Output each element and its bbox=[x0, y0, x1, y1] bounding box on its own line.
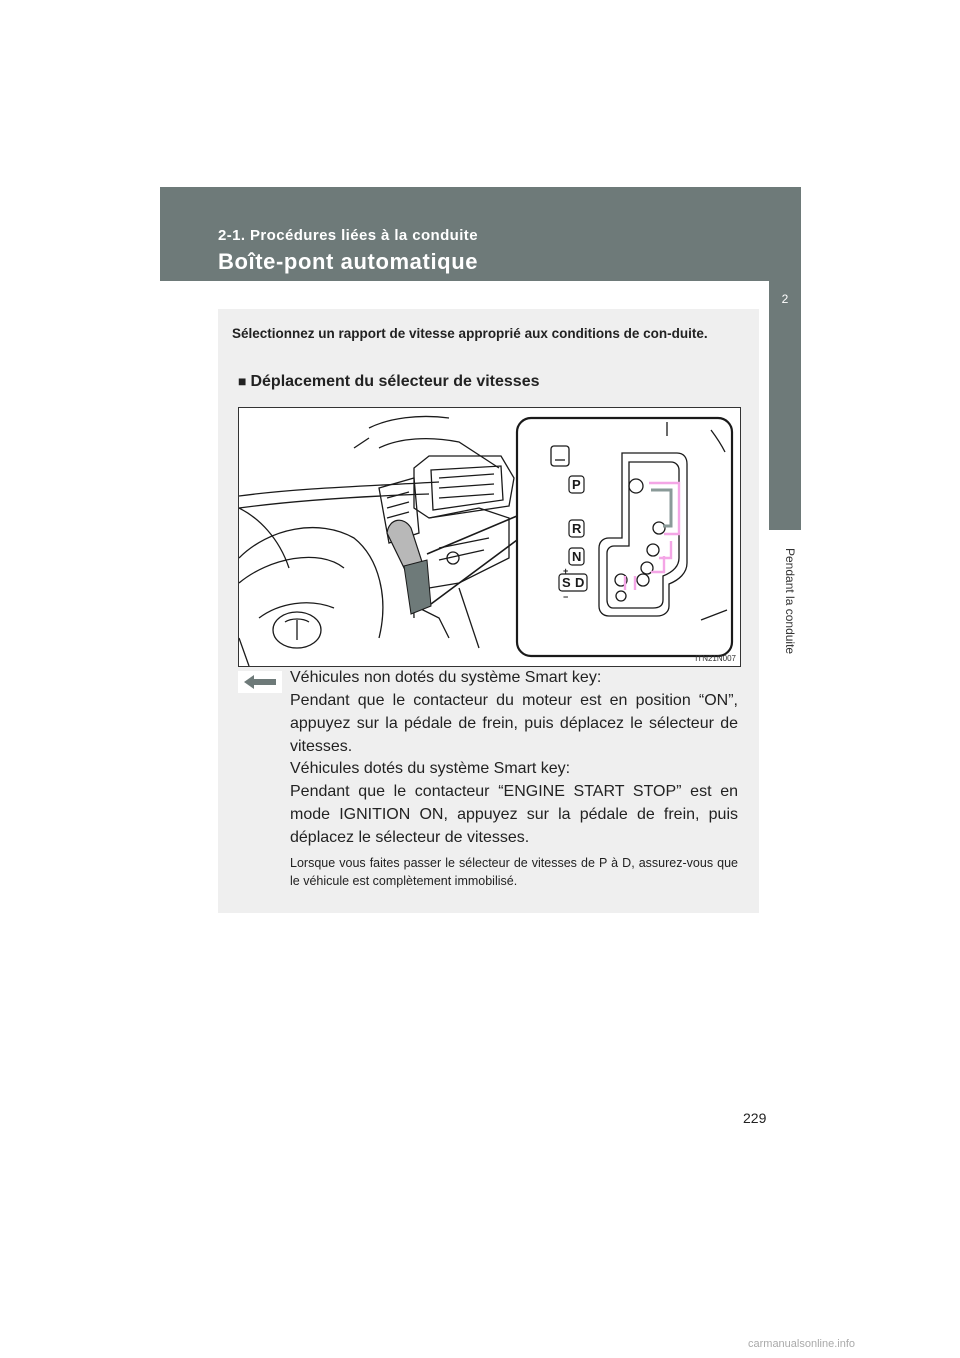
gear-s-label: S bbox=[562, 575, 571, 590]
chapter-number: 2 bbox=[781, 292, 789, 306]
paragraph-2-heading: Véhicules dotés du système Smart key: bbox=[290, 760, 571, 777]
section-title: Déplacement du sélecteur de vitesses bbox=[250, 373, 540, 390]
gear-p-label: P bbox=[572, 477, 581, 492]
svg-text:−: − bbox=[563, 592, 569, 602]
note-text: Lorsque vous faites passer le sélecteur de vitesses de P à D, assurez-vous que le véhicule est complètement immobilisé. bbox=[290, 856, 738, 888]
paragraph-1-body: Pendant que le contacteur du moteur est en position “ON”, appuyez sur la pédale de frein, puis déplacez le sélecteur de vitesses. bbox=[290, 692, 738, 755]
section-heading bbox=[238, 373, 540, 391]
section-subtitle: 2-1. Procédures liées à la conduite bbox=[218, 227, 478, 244]
watermark: carmanualsonline.info bbox=[748, 1338, 856, 1350]
intro-text: Sélectionnez un rapport de vitesse approprié aux conditions de con-duite. bbox=[232, 326, 708, 341]
svg-text:+: + bbox=[563, 566, 569, 576]
shift-lever-illustration bbox=[238, 407, 741, 667]
paragraph-smart-key bbox=[290, 757, 738, 849]
paragraph-2-body: Pendant que le contacteur “ENGINE START STOP” est en mode IGNITION ON, appuyez sur la pédale de frein, puis déplacez le sélecteur de vitesses. bbox=[290, 783, 738, 846]
gear-d-label: D bbox=[575, 575, 585, 590]
section-header bbox=[160, 187, 801, 281]
left-arrow-icon bbox=[238, 671, 282, 693]
gear-r-label: R bbox=[572, 521, 582, 536]
dashboard-drawing bbox=[239, 408, 740, 666]
gear-n-label: N bbox=[572, 549, 582, 564]
page-number: 229 bbox=[743, 1110, 767, 1126]
page-title: Boîte-pont automatique bbox=[218, 249, 479, 274]
paragraph-non-smart-key bbox=[290, 666, 738, 758]
chapter-label: Pendant la conduite bbox=[783, 548, 797, 655]
figure-code: ITN21N007 bbox=[695, 654, 736, 663]
chapter-tab bbox=[769, 266, 801, 530]
content-box bbox=[218, 309, 759, 913]
paragraph-1-heading: Véhicules non dotés du système Smart key: bbox=[290, 669, 602, 686]
section-marker: ■ bbox=[238, 373, 247, 389]
